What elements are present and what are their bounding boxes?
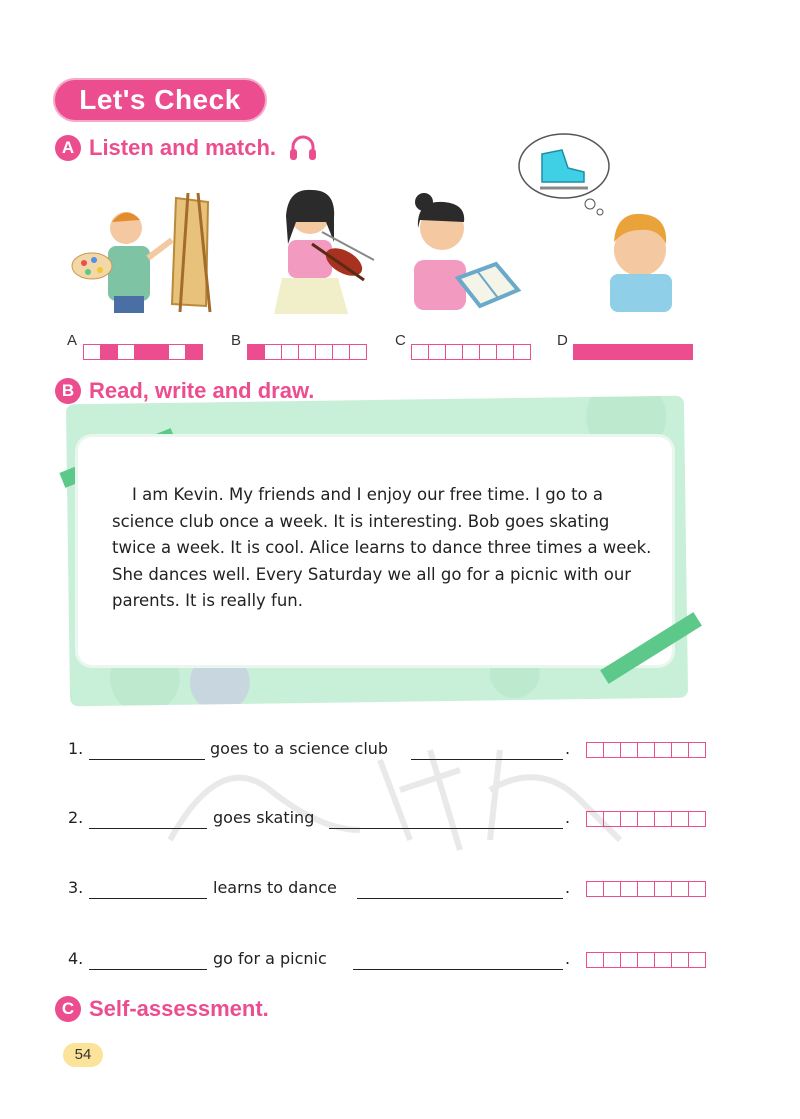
section-c-title: Self-assessment. (89, 996, 269, 1021)
answer-cell[interactable] (333, 344, 350, 360)
question-number: 3. (68, 878, 84, 897)
question-boxes-3[interactable] (586, 881, 706, 897)
question-period: . (565, 739, 571, 758)
answer-cell[interactable] (429, 344, 446, 360)
section-a-title: Listen and match. (89, 135, 277, 160)
answer-cell[interactable] (446, 344, 463, 360)
boy-thinking-skates-picture (512, 132, 702, 312)
answer-cell[interactable] (497, 344, 514, 360)
answer-cell[interactable] (247, 344, 265, 360)
answer-cell[interactable] (655, 952, 672, 968)
answer-cell[interactable] (672, 811, 689, 827)
answer-cell[interactable] (299, 344, 316, 360)
answer-cell[interactable] (411, 344, 429, 360)
page-number: 54 (63, 1043, 103, 1067)
answer-blank[interactable] (357, 898, 563, 899)
answer-cell[interactable] (463, 344, 480, 360)
answer-cell[interactable] (638, 742, 655, 758)
passage-text: I am Kevin. My friends and I enjoy our free time. I go to a science club once a week. It is interesting. Bob goes skating twice a week. It is cool. Alice learns to dance three times a week. She dances well. Every Saturday we all go for a picnic with our parents. It is really fun. (112, 485, 652, 610)
answer-cell[interactable] (676, 344, 693, 360)
answer-cell[interactable] (638, 881, 655, 897)
answer-cell[interactable] (604, 952, 621, 968)
question-text: learns to dance (213, 878, 337, 897)
answer-boxes-b[interactable] (247, 344, 367, 360)
question-number: 2. (68, 808, 84, 827)
answer-cell[interactable] (186, 344, 203, 360)
answer-blank[interactable] (353, 969, 563, 970)
answer-boxes-d[interactable] (573, 344, 693, 360)
answer-cell[interactable] (638, 952, 655, 968)
answer-cell[interactable] (514, 344, 531, 360)
question-period: . (565, 878, 571, 897)
name-blank[interactable] (89, 898, 207, 899)
answer-cell[interactable] (655, 881, 672, 897)
option-label-a: A (67, 332, 78, 349)
answer-cell[interactable] (672, 952, 689, 968)
page-title: Let's Check (55, 80, 265, 120)
option-label-d: D (557, 332, 568, 349)
boy-painting-picture (68, 188, 228, 313)
answer-cell[interactable] (350, 344, 367, 360)
section-b-letter: B (55, 378, 81, 404)
answer-cell[interactable] (689, 742, 706, 758)
answer-cell[interactable] (573, 344, 591, 360)
answer-cell[interactable] (152, 344, 169, 360)
answer-cell[interactable] (316, 344, 333, 360)
question-number: 4. (68, 949, 84, 968)
question-number: 1. (68, 739, 84, 758)
answer-cell[interactable] (135, 344, 152, 360)
section-b-title: Read, write and draw. (89, 378, 315, 403)
section-c-letter: C (55, 996, 81, 1022)
question-text: goes skating (213, 808, 315, 827)
answer-cell[interactable] (659, 344, 676, 360)
question-text: go for a picnic (213, 949, 327, 968)
answer-cell[interactable] (642, 344, 659, 360)
answer-cell[interactable] (604, 881, 621, 897)
answer-cell[interactable] (480, 344, 497, 360)
reading-passage (112, 482, 652, 615)
answer-boxes-a[interactable] (83, 344, 203, 360)
headphones-icon[interactable] (288, 134, 318, 162)
name-blank[interactable] (89, 969, 207, 970)
answer-cell[interactable] (169, 344, 186, 360)
section-c-header (55, 994, 269, 1024)
question-boxes-4[interactable] (586, 952, 706, 968)
option-label-c: C (395, 332, 406, 349)
answer-cell[interactable] (689, 811, 706, 827)
answer-cell[interactable] (638, 811, 655, 827)
answer-cell[interactable] (672, 881, 689, 897)
answer-cell[interactable] (591, 344, 608, 360)
answer-cell[interactable] (689, 881, 706, 897)
section-a-header (55, 133, 318, 163)
question-period: . (565, 808, 571, 827)
answer-cell[interactable] (608, 344, 625, 360)
answer-cell[interactable] (101, 344, 118, 360)
answer-cell[interactable] (621, 952, 638, 968)
answer-cell[interactable] (689, 952, 706, 968)
answer-cell[interactable] (118, 344, 135, 360)
girl-violin-picture (252, 182, 382, 314)
answer-cell[interactable] (265, 344, 282, 360)
option-label-b: B (231, 332, 242, 349)
answer-cell[interactable] (655, 811, 672, 827)
answer-cell[interactable] (282, 344, 299, 360)
question-text: goes to a science club (210, 739, 389, 758)
answer-cell[interactable] (586, 952, 604, 968)
answer-cell[interactable] (621, 881, 638, 897)
question-period: . (565, 949, 571, 968)
answer-cell[interactable] (672, 742, 689, 758)
section-a-letter: A (55, 135, 81, 161)
answer-cell[interactable] (655, 742, 672, 758)
answer-cell[interactable] (586, 881, 604, 897)
answer-boxes-c[interactable] (411, 344, 531, 360)
watermark-graphic (160, 730, 630, 860)
answer-cell[interactable] (625, 344, 642, 360)
answer-cell[interactable] (83, 344, 101, 360)
